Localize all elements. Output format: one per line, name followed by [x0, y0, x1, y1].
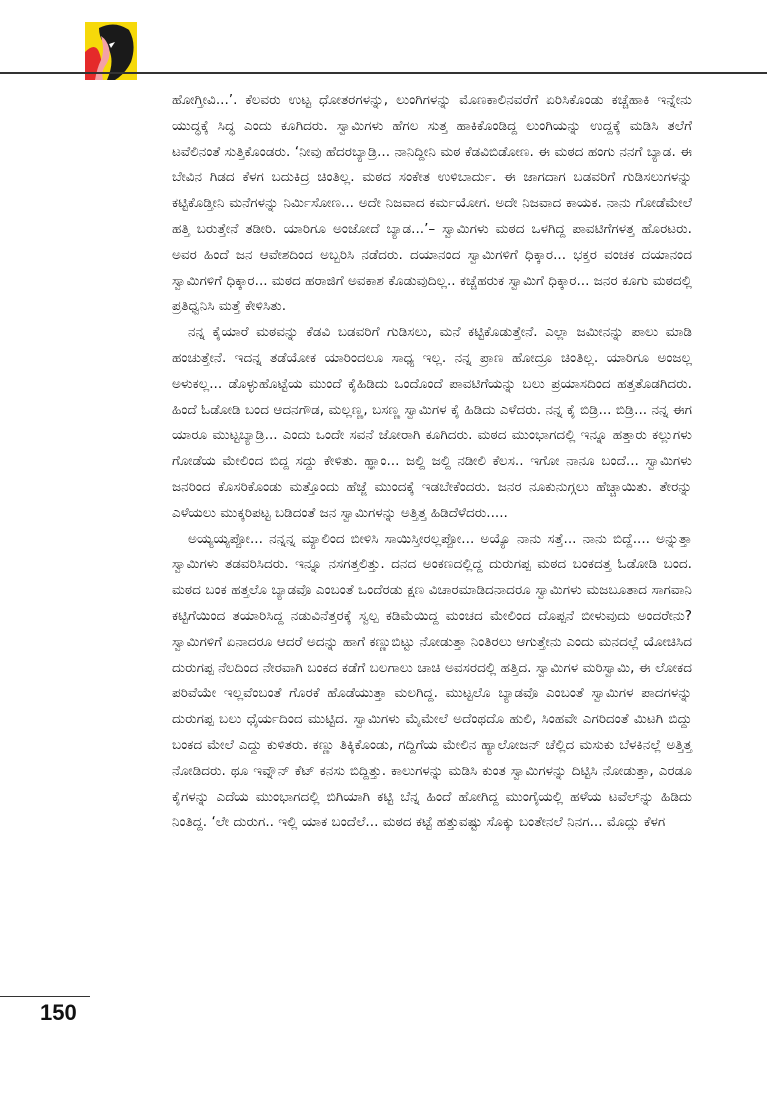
- paragraph: ನನ್ನ ಕೈಯಾರೆ ಮಠವನ್ನು ಕೆಡವಿ ಬಡವರಿಗೆ ಗುಡಿಸಲು, ಮನೆ ಕಟ್ಟಿಕೊಡುತ್ತೇನೆ. ಎಲ್ಲಾ ಜಮೀನನ್ನು ಪಾಲು ಮಾಡಿ ಹಂಚುತ್ತೇನೆ. ಇದನ್ನ ತಡೆಯೋಕ ಯಾರಿಂದಲೂ ಸಾಧ್ಯ ಇಲ್ಲ. ನನ್ನ ಪ್ರಾಣ ಹೋದ್ರೂ ಚಿಂತಿಲ್ಲ. ಯಾರಿಗೂ ಅಂಜಲ್ಲ ಅಳುಕಲ್ಲ... ಡೊಳ್ಳುಹೊಟ್ಟೆಯ ಮುಂದೆ ಕೈಹಿಡಿದು ಒಂದೊಂದೆ ಪಾವಟಿಗೆಯನ್ನು ಬಲು ಪ್ರಯಾಸದಿಂದ ಹತ್ತತೊಡಗಿದರು. ಹಿಂದೆ ಓಡೋಡಿ ಬಂದ ಆದನಗೌಡ, ಮಲ್ಲಣ್ಣ, ಬಸಣ್ಣ ಸ್ವಾಮಿಗಳ ಕೈ ಹಿಡಿದು ಎಳೆದರು. ನನ್ನ ಕೈ ಬಿಡ್ರಿ... ಬಿಡ್ರಿ... ನನ್ನ ಈಗ ಯಾರೂ ಮುಟ್ಟಬ್ಯಾಡ್ರಿ... ಎಂದು ಒಂದೇ ಸವನೆ ಜೋರಾಗಿ ಕೂಗಿದರು. ಮಠದ ಮುಂಭಾಗದಲ್ಲಿ ಇನ್ನೂ ಹತ್ತಾರು ಕಲ್ಲುಗಳು ಗೋಡೆಯ ಮೇಲಿಂದ ಬಿದ್ದ ಸದ್ದು ಕೇಳಿತು. ಹ್ಞಾಂ... ಜಲ್ದಿ ಜಲ್ದಿ ನಡೀಲಿ ಕೆಲಸ.. ಇಗೋ ನಾನೂ ಬಂದೆ... ಸ್ವಾಮಿಗಳು ಜನರಿಂದ ಕೊಸರಿಕೊಂಡು ಮತ್ತೊಂದು ಹೆಜ್ಜೆ ಮುಂದಕ್ಕೆ ಇಡಬೇಕೆಂದರು. ಜನರ ನೂಕುನುಗ್ಗಲು ಹೆಚ್ಚಾಯಿತು. ತೇರನ್ನು ಎಳೆಯಲು ಮುಕ್ಕರಿಪಟ್ಟ ಬಡಿದಂತೆ ಜನ ಸ್ವಾಮಿಗಳನ್ನು ಅತ್ತಿತ್ತ ಹಿಡಿದೆಳೆದರು.....: [172, 324, 692, 521]
- paragraph: ಹೋಗ್ತೀವಿ...’. ಕೆಲವರು ಉಟ್ಟ ಧೋತರಗಳನ್ನು, ಲುಂಗಿಗಳನ್ನು ಮೊಣಕಾಲಿನವರೆಗೆ ಏರಿಸಿಕೊಂಡು ಕಚ್ಚೆಹಾಕಿ ಇನ್ನೇನು ಯುದ್ಧಕ್ಕೆ ಸಿದ್ಧ ಎಂದು ಕೂಗಿದರು. ಸ್ವಾಮಿಗಳು ಹೆಗಲ ಸುತ್ತ ಹಾಕಿಕೊಂಡಿದ್ದ ಲುಂಗಿಯನ್ನು ಉದ್ದಕ್ಕೆ ಮಡಿಸಿ ತಲೆಗೆ ಟವೆಲಿನಂತೆ ಸುತ್ತಿಕೊಂಡರು. ‘ನೀವು ಹೆದರಬ್ಯಾಡ್ರಿ... ನಾನಿದ್ದೀನಿ ಮಠ ಕೆಡವಿಬಿಡೋಣ. ಈ ಮಠದ ಹಂಗು ನನಗೆ ಬ್ಯಾಡ. ಈ ಬೇವಿನ ಗಿಡದ ಕೆಳಗ ಬದುಕಿದ್ರ ಚಿಂತಿಲ್ಲ. ಮಠದ ಸಂಕೇತ ಉಳಿಬಾರ್ದು. ಈ ಜಾಗದಾಗ ಬಡವರಿಗೆ ಗುಡಿಸಲುಗಳನ್ನು ಕಟ್ಟಿಕೊಡ್ತೀನಿ ಮನೆಗಳನ್ನು ನಿರ್ಮಿಸೋಣ... ಅದೇ ನಿಜವಾದ ಕರ್ಮಯೋಗ. ಅದೇ ನಿಜವಾದ ಕಾಯಕ. ನಾನು ಗೋಡೆಮೇಲೆ ಹತ್ತಿ ಬರುತ್ತೇನೆ ತಡೀರಿ. ಯಾರಿಗೂ ಅಂಜೋದೆ ಬ್ಯಾಡ...’– ಸ್ವಾಮಿಗಳು ಮಠದ ಒಳಗಿದ್ದ ಪಾವಟಿಗೆಗಳತ್ತ ಹೊರಟರು. ಅವರ ಹಿಂದೆ ಜನ ಆವೇಶದಿಂದ ಅಬ್ಬರಿಸಿ ನಡೆದರು. ದಯಾನಂದ ಸ್ವಾಮಿಗಳಿಗೆ ಧಿಕ್ಕಾರ... ಭಕ್ತರ ವಂಚಕ ದಯಾನಂದ ಸ್ವಾಮಿಗಳಿಗೆ ಧಿಕ್ಕಾರ... ಮಠದ ಹರಾಜಿಗೆ ಅವಕಾಶ ಕೊಡುವುದಿಲ್ಲ.. ಕಚ್ಚೆಹರುಕ ಸ್ವಾಮಿಗೆ ಧಿಕ್ಕಾರ... ಜನರ ಕೂಗು ಮಠದಲ್ಲಿ ಪ್ರತಿಧ್ವನಿಸಿ ಮತ್ತೆ ಕೇಳಿಸಿತು.: [172, 92, 692, 315]
- header-rule: [0, 72, 767, 74]
- footer-rule: [0, 996, 90, 997]
- page-number: 150: [40, 1000, 77, 1025]
- body-text: [172, 88, 692, 836]
- paragraph: ಅಯ್ಯಯ್ಯಪ್ಪೋ... ನನ್ನನ್ನ ಮ್ಯಾಲಿಂದ ಬೀಳಿಸಿ ಸಾಯಿಸ್ತೀರಲ್ಲಪ್ಪೋ... ಅಯ್ಯೊ ನಾನು ಸತ್ತೆ... ನಾನು ಬಿದ್ದೆ.... ಅನ್ನುತ್ತಾ ಸ್ವಾಮಿಗಳು ತಡವರಿಸಿದರು. ಇನ್ನೂ ನಸಗತ್ತಲಿತ್ತು. ದನದ ಅಂಕಣದಲ್ಲಿದ್ದ ದುರುಗಪ್ಪ ಮಠದ ಬಂಕದತ್ತ ಓಡೋಡಿ ಬಂದ. ಮಠದ ಬಂಕ ಹತ್ತಲೊ ಬ್ಯಾಡವೊ ಎಂಬಂತೆ ಒಂದೆರಡು ಕ್ಷಣ ವಿಚಾರಮಾಡಿದನಾದರೂ ಸ್ವಾಮಿಗಳು ಮಜಬೂತಾದ ಸಾಗವಾನಿ ಕಟ್ಟಿಗೆಯಿಂದ ತಯಾರಿಸಿದ್ದ ನಡುವಿನೆತ್ತರಕ್ಕೆ ಸ್ವಲ್ಪ ಕಡಿಮೆಯಿದ್ದ ಮಂಚದ ಮೇಲಿಂದ ದೊಪ್ಪನೆ ಬೀಳುವುದು ಅಂದರೇನು? ಸ್ವಾಮಿಗಳಿಗೆ ಏನಾದರೂ ಆದರೆ ಅದನ್ನು ಹಾಗೆ ಕಣ್ಣುಬಿಟ್ಟು ನೋಡುತ್ತಾ ನಿಂತಿರಲು ಆಗುತ್ತೇನು ಎಂದು ಮನದಲ್ಲೆ ಯೋಚಿಸಿದ ದುರುಗಪ್ಪ ನೆಲದಿಂದ ನೇರವಾಗಿ ಬಂಕದ ಕಡೆಗೆ ಬಲಗಾಲು ಚಾಚಿ ಅವಸರದಲ್ಲಿ ಹತ್ತಿದ. ಸ್ವಾಮಿಗಳ ಮರಿಸ್ವಾಮಿ, ಈ ಲೋಕದ ಪರಿವೆಯೇ ಇಲ್ಲವೆಂಬಂತೆ ಗೊರಕೆ ಹೊಡೆಯುತ್ತಾ ಮಲಗಿದ್ದ. ಮುಟ್ಟಲೊ ಬ್ಯಾಡವೊ ಎಂಬಂತೆ ಸ್ವಾಮಿಗಳ ಪಾದಗಳನ್ನು ದುರುಗಪ್ಪ ಬಲು ಧೈರ್ಯದಿಂದ ಮುಟ್ಟಿದ. ಸ್ವಾಮಿಗಳು ಮೈಮೇಲೆ ಅದೆಂಥದೊ ಹುಲಿ, ಸಿಂಹವೇ ಎಗರಿದಂತೆ ಮಿಟಗಿ ಬಿದ್ದು ಬಂಕದ ಮೇಲೆ ಎದ್ದು ಕುಳಿತರು. ಕಣ್ಣು ತಿಕ್ಕಿಕೊಂಡು, ಗದ್ದಿಗೆಯ ಮೇಲಿನ ಹ್ಯಾಲೋಜನ್ ಚೆಲ್ಲಿದ ಮಸುಕು ಬೆಳಕಿನಲ್ಲೆ ಅತ್ತಿತ್ತ ನೋಡಿದರು. ಥೂ ಇವ್ನೌನ್ ಕೆಟ್ ಕನಸು ಬಿದ್ದಿತ್ತು. ಕಾಲುಗಳನ್ನು ಮಡಿಸಿ ಕುಂತ ಸ್ವಾಮಿಗಳನ್ನು ದಿಟ್ಟಿಸಿ ನೋಡುತ್ತಾ, ಎರಡೂ ಕೈಗಳನ್ನು ಎದೆಯ ಮುಂಭಾಗದಲ್ಲಿ ಬಿಗಿಯಾಗಿ ಕಟ್ಟಿ ಬೆನ್ನ ಹಿಂದೆ ಹೋಗಿದ್ದ ಮುಂಗೈಯಲ್ಲಿ ಹಳೆಯ ಟವೆಲ್‌ನ್ನು ಹಿಡಿದು ನಿಂತಿದ್ದ. ‘ಲೇ ದುರುಗ.. ಇಲ್ಲಿ ಯಾಕ ಬಂದೆಲೆ... ಮಠದ ಕಟ್ಟೆ ಹತ್ತುವಷ್ಟು ಸೊಕ್ಕು ಬಂತೇನಲೆ ನಿನಗ... ಮೊದ್ಲು ಕೆಳಗ: [172, 530, 692, 831]
